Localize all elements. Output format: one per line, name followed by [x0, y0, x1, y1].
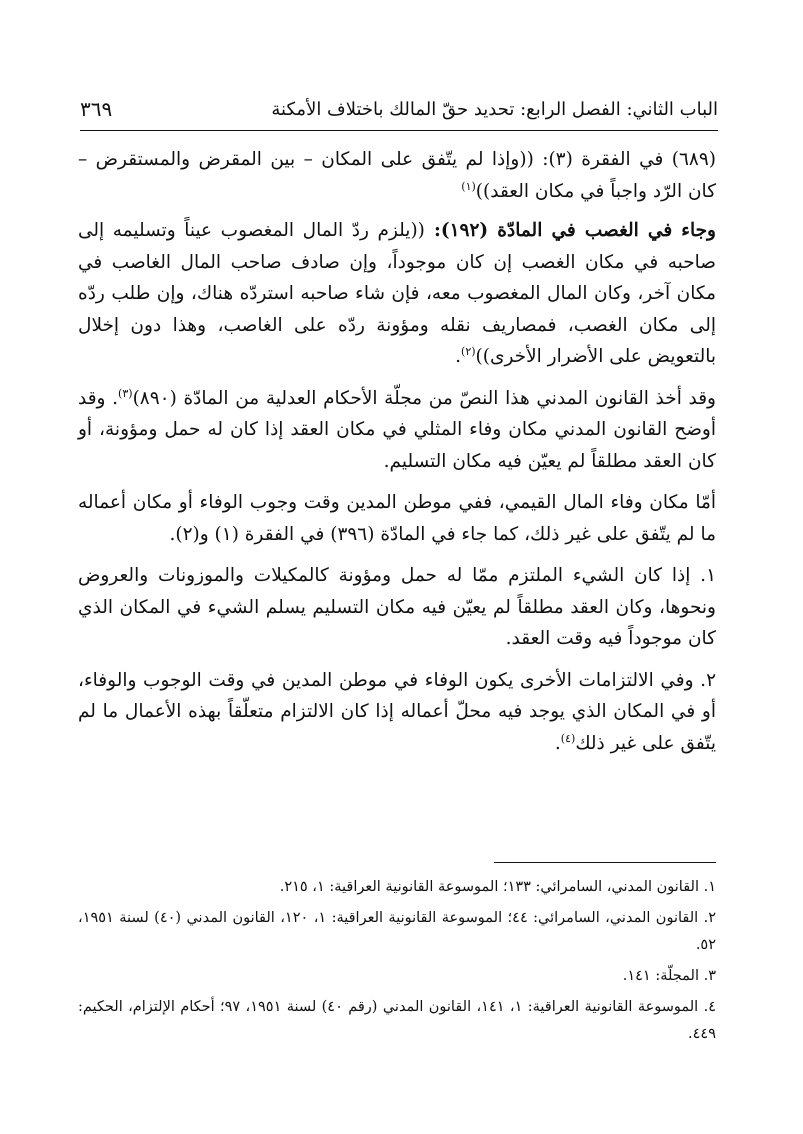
footnote: ٣. المجلّة: ١٤١. [622, 968, 716, 984]
footnote: ٤. الموسوعة القانونية العراقية: ١، ١٤١، القانون المدني (رقم ٤٠) لسنة ١٩٥١، ٩٧؛ أحكام الإلتزام، الحكيم: ٤٤٩. [78, 999, 716, 1042]
paragraph: أمّا مكان وفاء المال القيمي، ففي موطن المدين وقت وجوب الوفاء أو مكان أعماله ما لم يتّفق على غير ذلك، كما جاء في المادّة (٣٩٦) في الفقرة (١) و(٢). [78, 492, 716, 545]
footnote-ref: (٢) [461, 344, 476, 358]
paragraph: ٢. وفي الالتزامات الأخرى يكون الوفاء في موطن المدين في وقت الوجوب والوفاء، أو في المكان الذي يوجد فيه محلّ أعماله إذا كان الالتزام متعلّقاً بهذه الأعمال ما لم يتّفق على غير ذلك$^{(٤)}$. [78, 669, 716, 754]
page-number: ٣٦٩ [80, 97, 113, 121]
paragraph: (٦٨٩) في الفقرة (٣): ((وإذا لم يتّفق على المكان – بين المقرض والمستقرض – كان الرّد واجباً في مكان العقد))$^{(١)}$ [78, 149, 717, 202]
footnote-divider [494, 862, 716, 863]
paragraph: وقد أخذ القانون المدني هذا النصّ من مجلّة الأحكام العدلية من المادّة (٨٩٠)$^{(٣)}$. وقد أوضح القانون المدني مكان وفاء المثلي في مكان العقد إذا كان له حمل ومؤونة، أو كان العقد مطلقاً لم يعيّن فيه مكان التسليم. [78, 386, 716, 472]
paragraph-lead: وجاء في الغصب في المادّة (١٩٢): [424, 220, 716, 241]
footnotes [78, 874, 716, 1052]
page-header [80, 92, 718, 126]
paragraph: ١. إذا كان الشيء الملتزم ممّا له حمل ومؤونة كالمكيلات والموزونات والعروض ونحوها، وكان العقد مطلقاً لم يعيّن فيه مكان التسليم يسلم الشيء في المكان الذي كان موجوداً فيه وقت العقد. [78, 565, 716, 649]
footnote: ٢. القانون المدني، السامرائي: ٤٤؛ الموسوعة القانونية العراقية: ١، ١٢٠، القانون المدني (٤٠) لسنة ١٩٥١، ٥٢. [78, 910, 716, 953]
running-title: الباب الثاني: الفصل الرابع: تحديد حقّ المالك باختلاف الأمكنة [271, 98, 718, 120]
main-text [78, 144, 716, 767]
footnote-ref: (١) [461, 179, 476, 193]
footnote-ref: (٣) [118, 386, 133, 400]
footnote: ١. القانون المدني، السامرائي: ١٣٣؛ الموسوعة القانونية العراقية: ١، ٢١٥. [279, 879, 716, 895]
footnote-ref: (٤) [560, 731, 576, 745]
paragraph: وجاء في الغصب في المادّة (١٩٢): ((يلزم ردّ المال المغصوب عيناً وتسليمه إلى صاحبه في مكان الغصب إن كان موجوداً، وإن صادف صاحب المال الغاصب في مكان آخر، وكان المال المغصوب معه، فإن شاء صاحبه استردّه هناك، وإن طلب ردّه إلى مكان الغصب، فمصاريف نقله ومؤونة ردّه على الغاصب، وهذا دون إخلال بالتعويض على الأضرار الأخرى))$^{(٢)}$. [78, 220, 716, 367]
header-divider [80, 130, 718, 131]
